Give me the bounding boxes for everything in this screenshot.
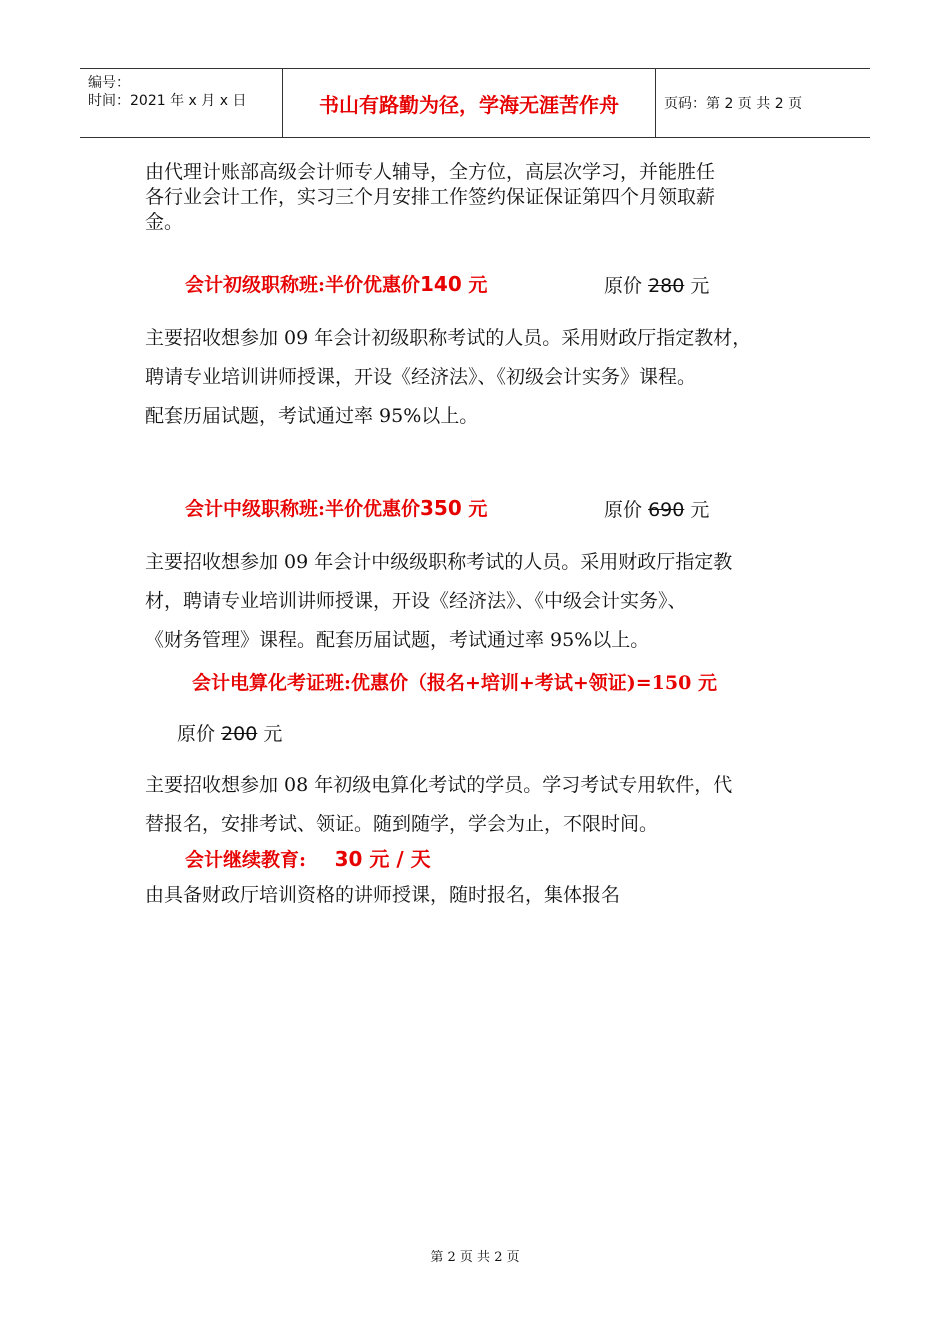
course4-line: 由具备财政厅培训资格的讲师授课，随时报名，集体报名 (145, 884, 621, 906)
course1-price: 140 (420, 272, 462, 296)
original-price-label: 原价 (604, 275, 643, 297)
course3-line: 替报名，安排考试、领证。随到随学，学会为止，不限时间。 (145, 813, 659, 835)
document-number-label: 编号： (88, 75, 130, 91)
course2-line: 主要招收想参加 09 年会计中级级职称考试的人员。采用财政厅指定教 (145, 551, 733, 573)
course2-title-text: 会计中级职称班:半价优惠价 (185, 498, 421, 520)
course2-line: 《财务管理》课程。配套历届试题，考试通过率 95%以上。 (145, 629, 650, 651)
intro-paragraph (145, 160, 715, 235)
course1-title (185, 270, 487, 297)
course4-title-text: 会计继续教育: (185, 849, 307, 871)
original-price-value: 200 (221, 723, 258, 745)
course1-unit: 元 (468, 274, 488, 296)
course2-original-price (604, 495, 709, 522)
header-meta-cell (80, 69, 283, 137)
course2-title (185, 494, 487, 521)
course1-original-price (604, 271, 709, 298)
original-price-label: 原价 (177, 723, 216, 745)
intro-line: 金。 (145, 211, 184, 233)
original-price-unit: 元 (690, 499, 710, 521)
document-time-label: 时间：2021 年 x 月 x 日 (88, 93, 247, 109)
original-price-value: 690 (648, 499, 685, 521)
course4-price: 30 元 / 天 (334, 847, 431, 871)
course2-unit: 元 (468, 498, 488, 520)
course2-price: 350 (420, 496, 462, 520)
header-page-info: 页码：第 2 页 共 2 页 (664, 96, 803, 112)
original-price-label: 原价 (604, 499, 643, 521)
course3-original-price (177, 719, 282, 746)
original-price-unit: 元 (690, 275, 710, 297)
course1-line: 主要招收想参加 09 年会计初级职称考试的人员。采用财政厅指定教材， (145, 327, 752, 349)
course1-line: 配套历届试题，考试通过率 95%以上。 (145, 405, 479, 427)
header-motto: 书山有路勤为径，学海无涯苦作舟 (283, 69, 656, 137)
course4-description (145, 880, 620, 910)
course1-description (145, 319, 751, 436)
course3-line: 主要招收想参加 08 年初级电算化考试的学员。学习考试专用软件，代 (145, 774, 733, 796)
header-table (80, 68, 870, 138)
course2-line: 材，聘请专业培训讲师授课，开设《经济法》、《中级会计实务》、 (145, 590, 687, 612)
intro-line: 各行业会计工作，实习三个月安排工作签约保证保证第四个月领取薪 (145, 186, 716, 208)
intro-line: 由代理计账部高级会计师专人辅导，全方位，高层次学习，并能胜任 (145, 161, 716, 183)
course1-line: 聘请专业培训讲师授课，开设《经济法》、《初级会计实务》课程。 (145, 366, 697, 388)
original-price-value: 280 (648, 275, 685, 297)
course1-title-text: 会计初级职称班:半价优惠价 (185, 274, 421, 296)
course2-description (145, 543, 732, 660)
course4-title (185, 843, 431, 872)
original-price-unit: 元 (263, 723, 283, 745)
course3-description (145, 766, 732, 844)
page-footer: 第 2 页 共 2 页 (430, 1250, 520, 1265)
course3-title: 会计电算化考证班:优惠价（报名+培训+考试+领证)=150 元 (192, 672, 717, 694)
